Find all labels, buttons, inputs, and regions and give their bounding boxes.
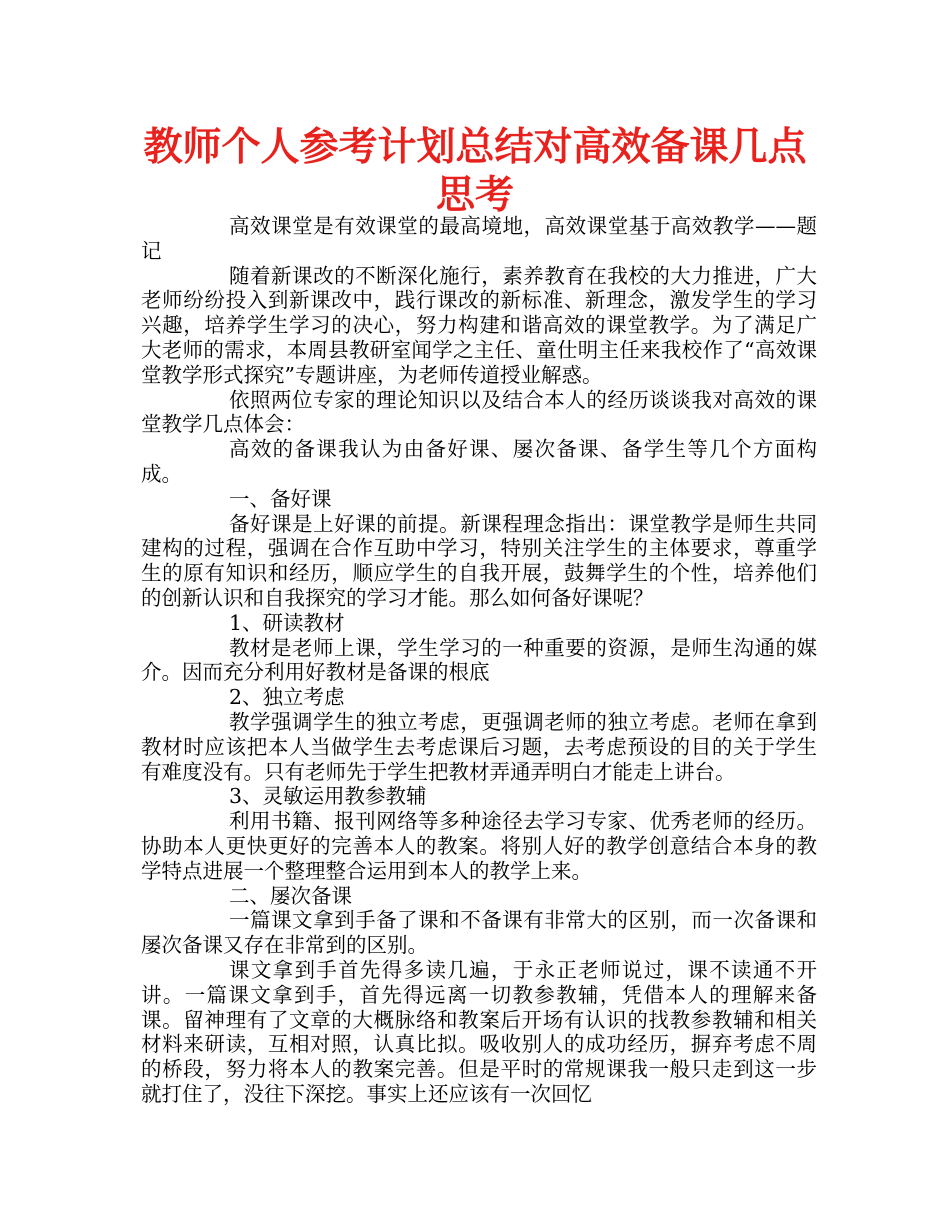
paragraph-epigraph: 高效课堂是有效课堂的最高境地，高效课堂基于高效教学——题记 (141, 214, 817, 263)
paragraph: 教学强调学生的独立考虑，更强调老师的独立考虑。老师在拿到教材时应该把本人当做学生去考虑课后习题，去考虑预设的目的关于学生有难度没有。只有老师先于学生把教材弄通弄明白才能走上讲台。 (141, 709, 817, 784)
paragraph: 教材是老师上课，学生学习的一种重要的资源，是师生沟通的媒介。因而充分利用好教材是备课的根底 (141, 635, 817, 685)
subsection-heading: 3、灵敏运用教参教辅 (229, 784, 427, 809)
subsection-heading: 2、独立考虑 (229, 685, 345, 710)
subsection-heading: 1、研读教材 (229, 610, 345, 635)
section-heading: 一、备好课 (229, 486, 332, 511)
document-title: 教师个人参考计划总结对高效备课几点思考 (143, 125, 807, 218)
section-heading: 二、屡次备课 (229, 883, 352, 908)
paragraph: 一篇课文拿到手备了课和不备课有非常大的区别，而一次备课和屡次备课又存在非常到的区别。 (141, 908, 817, 958)
paragraph: 依照两位专家的理论知识以及结合本人的经历谈谈我对高效的课堂教学几点体会： (141, 387, 817, 437)
paragraph: 课文拿到手首先得多读几遍，于永正老师说过，课不读通不开讲。一篇课文拿到手，首先得远离一切教参教辅，凭借本人的理解来备课。留神理有了文章的大概脉络和教案后开场有认识的找教参教辅和相关材料来研读，互相对照，认真比拟。吸收别人的成功经历，摒弃考虑不周的桥段，努力将本人的教案完善。但是平时的常规课我一般只走到这一步就打住了，没往下深挖。事实上还应该有一次回忆 (141, 957, 817, 1106)
document-body (141, 214, 817, 1107)
paragraph: 利用书籍、报刊网络等多种途径去学习专家、优秀老师的经历。协助本人更快更好的完善本人的教案。将别人好的教学创意结合本身的教学特点进展一个整理整合运用到本人的教学上来。 (141, 809, 817, 883)
paragraph: 高效的备课我认为由备好课、屡次备课、备学生等几个方面构成。 (141, 437, 817, 486)
paragraph: 随着新课改的不断深化施行，素养教育在我校的大力推进，广大老师纷纷投入到新课改中，践行课改的新标准、新理念，激发学生的学习兴趣，培养学生学习的决心，努力构建和谐高效的课堂教学。为了满足广大老师的需求，本周县教研室闻学之主任、童仕明主任来我校作了“高效课堂教学形式探究”专题讲座，为老师传道授业解惑。 (141, 263, 817, 387)
paragraph: 备好课是上好课的前提。新课程理念指出：课堂教学是师生共同建构的过程，强调在合作互助中学习，特别关注学生的主体要求，尊重学生的原有知识和经历，顺应学生的自我开展，鼓舞学生的个性，培养他们的创新认识和自我探究的学习才能。那么如何备好课呢？ (141, 511, 817, 610)
